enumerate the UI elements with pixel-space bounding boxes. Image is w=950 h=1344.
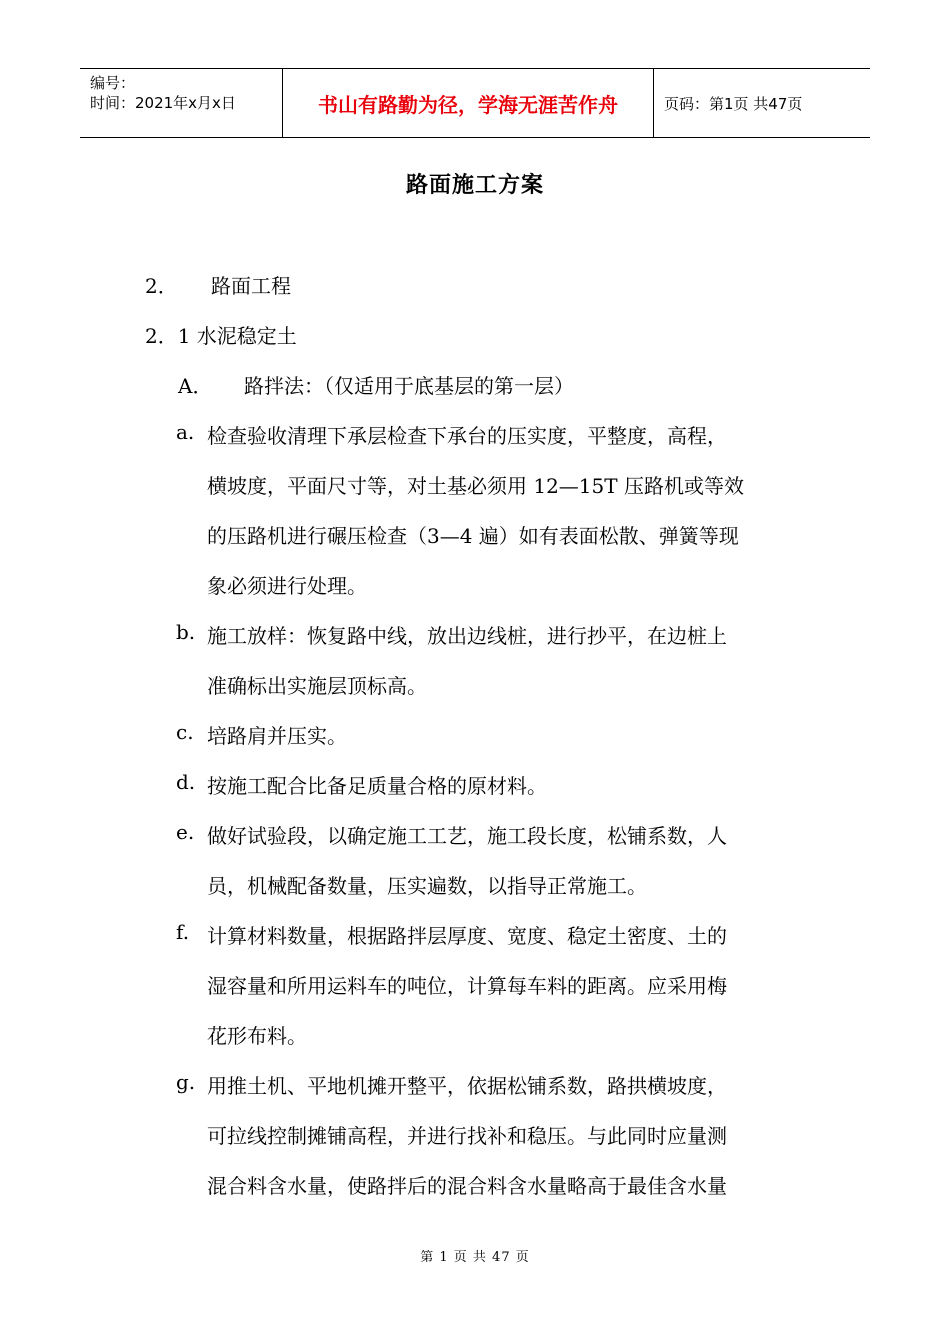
list-item-line: 按施工配合比备足质量合格的原材料。	[207, 774, 547, 798]
subsection-heading: 2．1 水泥稳定土	[145, 324, 297, 348]
section-text: 路面工程	[211, 274, 291, 298]
page-footer: 第 1 页 共 47 页	[420, 1250, 530, 1265]
document-title: 路面施工方案	[405, 172, 544, 198]
list-item-label: c.	[176, 720, 194, 744]
number-label: 编号：	[90, 74, 136, 92]
list-item-label: d.	[176, 770, 196, 794]
list-item-line: 象必须进行处理。	[207, 574, 367, 598]
method-heading	[178, 370, 574, 399]
time-label: 时间：2021年x月x日	[90, 94, 236, 112]
list-item-line: 的压路机进行碾压检查（3—4 遍）如有表面松散、弹簧等现	[207, 524, 739, 548]
document-header	[80, 68, 870, 138]
list-item-line: 施工放样：恢复路中线，放出边线桩，进行抄平，在边桩上	[207, 624, 727, 648]
list-item-label: e.	[176, 820, 195, 844]
list-item-line: 培路肩并压实。	[207, 724, 347, 748]
list-item-line: 员，机械配备数量，压实遍数，以指导正常施工。	[207, 874, 647, 898]
section-number: 2．	[145, 274, 178, 298]
list-item-label: b.	[176, 620, 196, 644]
method-label: A．	[178, 374, 213, 398]
list-item-line: 湿容量和所用运料车的吨位，计算每车料的距离。应采用梅	[207, 974, 727, 998]
list-item-line: 计算材料数量，根据路拌层厚度、宽度、稳定土密度、土的	[207, 924, 727, 948]
list-item-line: 横坡度，平面尺寸等，对土基必须用 12—15T 压路机或等效	[207, 474, 744, 498]
list-item-line: 检查验收清理下承层检查下承台的压实度，平整度，高程，	[207, 424, 727, 448]
section-heading	[145, 270, 291, 299]
list-item-line: 可拉线控制摊铺高程，并进行找补和稳压。与此同时应量测	[207, 1124, 727, 1148]
list-item-label: f.	[176, 920, 190, 944]
list-item-line: 用推土机、平地机摊开整平，依据松铺系数，路拱横坡度，	[207, 1074, 727, 1098]
header-meta	[80, 69, 282, 137]
list-item-line: 准确标出实施层顶标高。	[207, 674, 427, 698]
list-item-label: g.	[176, 1070, 196, 1094]
list-item-line: 混合料含水量，使路拌后的混合料含水量略高于最佳含水量	[207, 1174, 727, 1198]
list-item-label: a.	[176, 420, 195, 444]
method-text: 路拌法：（仅适用于底基层的第一层）	[244, 374, 574, 398]
list-item-line: 花形布料。	[207, 1024, 307, 1048]
header-page-info: 页码：第1页 共47页	[664, 94, 803, 113]
header-motto: 书山有路勤为径，学海无涯苦作舟	[282, 69, 654, 137]
list-item-line: 做好试验段，以确定施工工艺，施工段长度，松铺系数，人	[207, 824, 727, 848]
